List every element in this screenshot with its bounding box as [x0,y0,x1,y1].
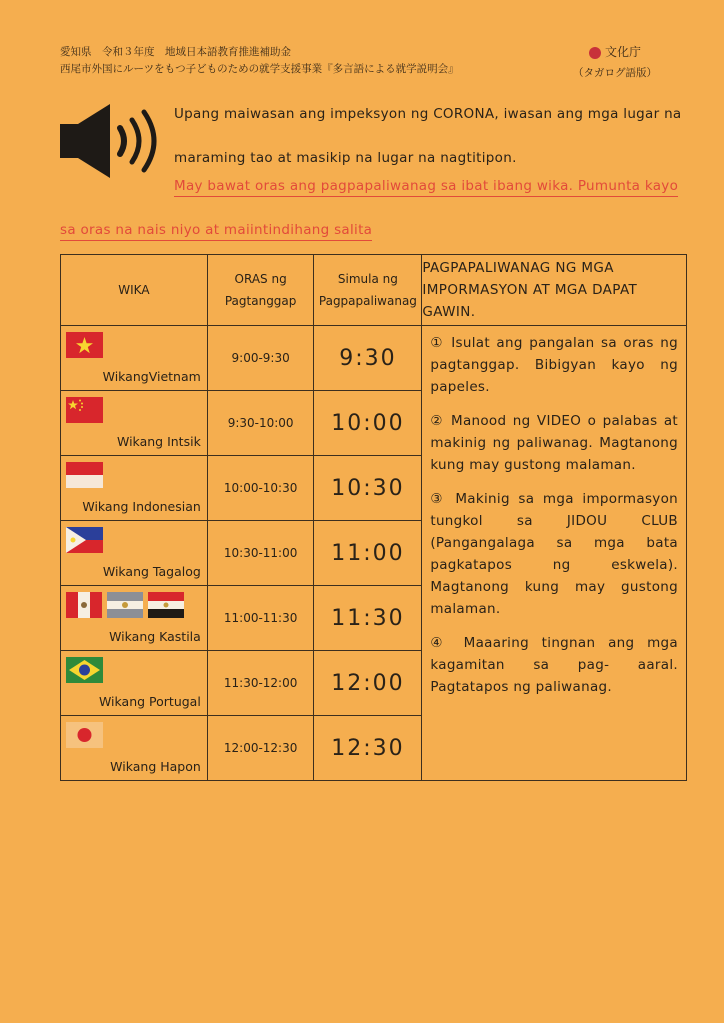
language-name: WikangVietnam [102,369,201,384]
col-header-wika: WIKA [61,255,208,326]
info-cell [422,326,687,781]
col-header-oras-line-1: ORAS ng [234,272,287,286]
notice-line-1: Upang maiwasan ang impeksyon ng CORONA, iwasan ang mga lugar na [174,106,682,122]
start-time: 11:30 [314,586,422,651]
philippines-flag-icon [66,527,103,553]
info-item-2: ② Manood ng VIDEO o palabas at makinig ng paliwanag. Magtanong kung may gustong malaman. [430,413,678,473]
agency-logo-text: 文化庁 [604,45,641,59]
info-item-1: ① Isulat ang pangalan sa oras ng pagtanggap. Bibigyan kayo ng papeles. [430,335,678,395]
table-header-row [61,255,687,326]
language-cell [61,391,208,456]
header-right [560,44,670,82]
language-name: Wikang Portugal [98,694,201,709]
start-time: 9:30 [314,326,422,391]
speaker-icon [58,96,168,186]
reception-time: 12:00-12:30 [207,716,314,781]
table-row [61,326,687,391]
header-line-2: 西尾市外国にルーツをもつ子どものための就学支援事業『多言語による就学説明会』 [60,63,459,75]
language-name: Wikang Kastila [109,629,201,644]
language-cell [61,326,208,391]
schedule-notice-line-1: May bawat oras ang pagpapaliwanag sa ibat ibang wika. Pumunta kayo [174,178,678,197]
reception-time: 10:30-11:00 [207,521,314,586]
reception-time: 10:00-10:30 [207,456,314,521]
header-left [60,44,459,78]
china-flag-icon [66,397,103,423]
language-name: Wikang Hapon [110,759,201,774]
language-cell [61,521,208,586]
language-cell [61,586,208,651]
brazil-flag-icon [66,657,103,683]
language-cell [61,651,208,716]
col-header-info: PAGPAPALIWANAG NG MGA IMPORMASYON AT MGA DAPAT GAWIN. [422,255,687,326]
info-item-3: ③ Makinig sa mga impormasyon tungkol sa JIDOU CLUB (Pangangalaga sa mga bata pagkatapos ng eskwela). Magtanong kung may gustong malaman. [430,491,678,617]
agency-logo [589,44,641,61]
col-header-oras-line-2: Pagtanggap [224,294,297,308]
reception-time: 9:00-9:30 [207,326,314,391]
header-line-1: 愛知県 令和３年度 地域日本語教育推進補助金 [60,46,291,58]
language-name: Wikang Tagalog [102,564,201,579]
reception-time: 9:30-10:00 [207,391,314,456]
col-header-oras [207,255,314,326]
start-time: 10:00 [314,391,422,456]
japan-flag-icon [66,722,103,748]
start-time: 12:30 [314,716,422,781]
start-time: 10:30 [314,456,422,521]
col-header-simula-line-2: Pagpapaliwanag [318,294,417,308]
corona-notice [174,92,694,180]
language-name: Wikang Intsik [117,434,201,449]
language-cell [61,716,208,781]
col-header-simula-line-1: Simula ng [337,272,398,286]
spanish-speaking-flags-icon [66,592,184,618]
reception-time: 11:30-12:00 [207,651,314,716]
info-item-4: ④ Maaaring tingnan ang mga kagamitan sa pag- aaral. Pagtatapos ng paliwanag. [430,635,678,695]
schedule-table [60,254,687,781]
agency-logo-icon [589,47,601,59]
start-time: 11:00 [314,521,422,586]
notice-line-2: maraming tao at masikip na lugar na nagtitipon. [174,150,517,166]
col-header-simula [314,255,422,326]
indonesia-flag-icon [66,462,103,488]
vietnam-flag-icon [66,332,103,358]
schedule-notice-line-2: sa oras na nais niyo at maiintindihang salita [60,222,372,241]
edition-label: （タガログ語版） [573,66,657,79]
language-cell [61,456,208,521]
start-time: 12:00 [314,651,422,716]
reception-time: 11:00-11:30 [207,586,314,651]
language-name: Wikang Indonesian [82,499,201,514]
